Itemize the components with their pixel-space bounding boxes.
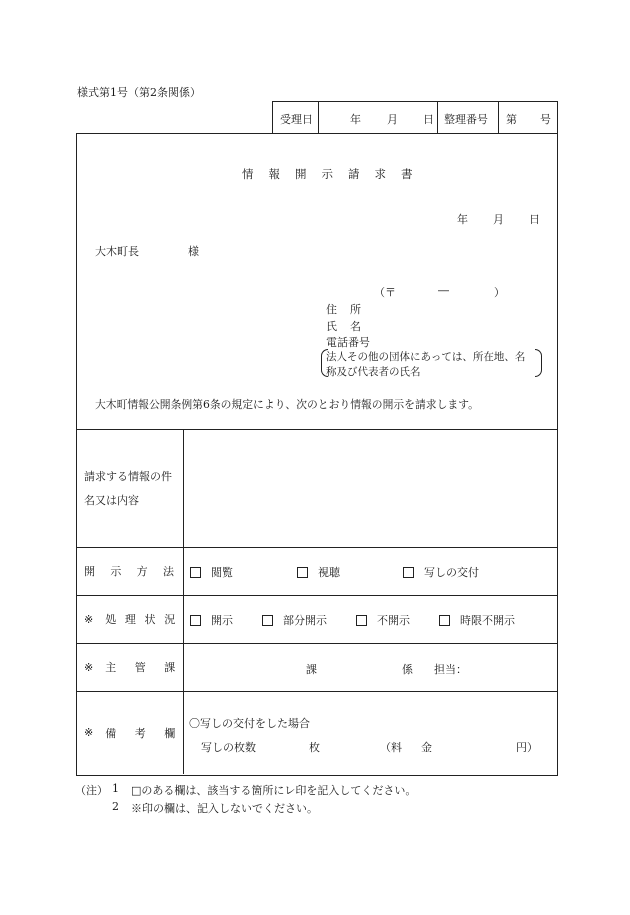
number-suffix: 号	[540, 113, 551, 126]
remarks-label-char: 考	[134, 726, 146, 740]
checkbox[interactable]	[190, 615, 201, 626]
postal-dash: ―	[438, 284, 449, 297]
method-label-char: 示	[110, 565, 122, 578]
date-day: 日	[529, 213, 540, 226]
department-label	[76, 643, 183, 691]
note-1-text: □のある欄は、該当する箇所にレ印を記入してください。	[131, 784, 417, 797]
option-label: 閲覧	[211, 566, 233, 579]
address-label-1: 住	[326, 303, 337, 316]
status-label-char: 状	[144, 613, 156, 626]
title-char: 報	[268, 167, 280, 181]
method-option-listen[interactable]	[297, 564, 340, 580]
right-bracket	[535, 349, 542, 377]
received-year: 年	[350, 113, 361, 126]
corp-note-line2: 称及び代表者の氏名	[326, 366, 421, 378]
phone-label: 電話番号	[326, 336, 370, 349]
address-label-2: 所	[350, 303, 361, 316]
note-1-num: 1	[112, 782, 119, 795]
number-prefix: 第	[506, 113, 517, 126]
remarks-label-char: 備	[105, 726, 117, 740]
option-label: 写しの交付	[424, 566, 479, 579]
subject-label-line1: 請求する情報の件	[84, 470, 172, 483]
note-mark: ※	[84, 660, 94, 674]
postal-close: ）	[494, 286, 505, 299]
title-char: 請	[348, 167, 360, 181]
received-label: 受理日	[280, 113, 313, 126]
method-label-char: 方	[136, 565, 148, 578]
received-day: 日	[423, 113, 434, 126]
method-label-char: 開	[84, 565, 95, 578]
remarks-fee-label: 金	[421, 741, 432, 754]
subject-label	[76, 429, 183, 547]
title-char: 示	[321, 167, 333, 181]
status-option-nondisclose[interactable]	[356, 612, 410, 628]
method-label	[76, 547, 183, 595]
request-statement: 大木町情報公開条例第6条の規定により、次のとおり情報の開示を請求します。	[95, 398, 479, 411]
subject-input-area[interactable]	[184, 430, 555, 546]
remarks-copy-count: 写しの枚数	[201, 741, 256, 754]
corp-note-line1: 法人その他の団体にあっては、所在地、名	[326, 351, 526, 363]
status-option-timed[interactable]	[439, 612, 515, 628]
remarks-label-char: 欄	[164, 726, 176, 740]
postal-open: （〒	[374, 286, 396, 299]
checkbox[interactable]	[190, 567, 201, 578]
title-char: 求	[374, 167, 386, 181]
status-option-partial[interactable]	[262, 612, 327, 628]
number-label: 整理番号	[444, 113, 488, 126]
received-month: 月	[387, 113, 398, 126]
title-char: 開	[295, 167, 307, 181]
form-title	[242, 166, 413, 182]
title-char: 書	[401, 167, 413, 181]
date-year: 年	[457, 213, 468, 226]
name-label-2: 名	[350, 320, 361, 333]
form-id: 様式第1号（第2条関係）	[77, 86, 201, 99]
option-label: 開示	[211, 614, 233, 627]
checkbox[interactable]	[439, 615, 450, 626]
department-person: 担当：	[434, 663, 467, 676]
note-2-num: 2	[112, 800, 119, 813]
remarks-copy-case: 〇写しの交付をした場合	[189, 717, 310, 730]
department-label-char: 課	[164, 661, 176, 674]
remarks-fee-open: （料	[380, 741, 402, 754]
remarks-sheets: 枚	[309, 741, 320, 754]
method-option-view[interactable]	[190, 564, 233, 580]
status-label	[76, 595, 183, 643]
option-label: 時限不開示	[460, 614, 515, 627]
title-char: 情	[242, 167, 254, 181]
date-month: 月	[493, 213, 504, 226]
status-option-disclose[interactable]	[190, 612, 233, 628]
note-mark: ※	[84, 612, 94, 626]
addressee-honorific: 様	[188, 245, 199, 258]
department-label-char: 管	[134, 661, 146, 674]
department-subsection: 係	[402, 663, 413, 676]
option-label: 視聴	[318, 566, 340, 579]
status-label-char: 理	[124, 613, 136, 626]
option-label: 不開示	[377, 614, 410, 627]
subject-label-line2: 名又は内容	[84, 494, 139, 507]
checkbox[interactable]	[403, 567, 414, 578]
remarks-fee-unit: 円）	[516, 741, 538, 754]
addressee-name: 大木町長	[95, 245, 139, 258]
department-section: 課	[306, 663, 317, 676]
status-label-char: 処	[105, 613, 117, 626]
checkbox[interactable]	[356, 615, 367, 626]
option-label: 部分開示	[283, 614, 327, 627]
name-label-1: 氏	[326, 320, 337, 333]
note-2-text: ※印の欄は、記入しないでください。	[131, 802, 318, 815]
status-label-char: 況	[164, 613, 176, 626]
notes-prefix: （注）	[75, 784, 108, 797]
checkbox[interactable]	[297, 567, 308, 578]
department-label-char: 主	[105, 661, 117, 674]
method-option-copy[interactable]	[403, 564, 479, 580]
method-label-char: 法	[162, 565, 174, 578]
note-mark: ※	[84, 726, 94, 739]
remarks-label	[76, 691, 183, 774]
checkbox[interactable]	[262, 615, 273, 626]
